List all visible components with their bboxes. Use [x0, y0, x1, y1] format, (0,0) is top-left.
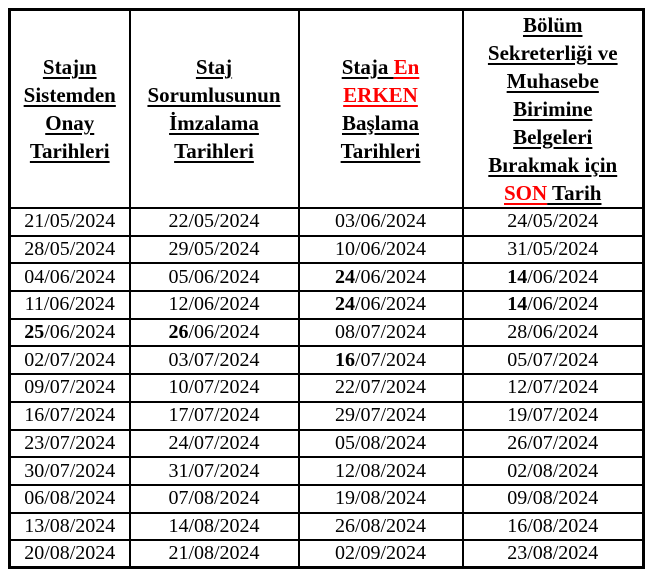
date-cell-system-approval-dates: 06/08/2024: [10, 485, 130, 513]
date-cell-supervisor-signing-dates: 03/07/2024: [130, 346, 299, 374]
header-text: İmzalama: [169, 111, 259, 135]
date-cell-supervisor-signing-dates: 26/06/2024: [130, 319, 299, 347]
date-cell-system-approval-dates: 23/07/2024: [10, 430, 130, 458]
table-row: [10, 430, 644, 458]
date-cell-document-submission-deadline: 02/08/2024: [463, 457, 644, 485]
date-cell-earliest-start-dates: 22/07/2024: [299, 374, 463, 402]
header-text: Muhasebe: [506, 69, 599, 93]
date-cell-supervisor-signing-dates: 05/06/2024: [130, 263, 299, 291]
header-text: Sorumlusunun: [147, 83, 281, 107]
header-text: Sekreterliği ve: [487, 41, 618, 65]
header-line: [464, 11, 643, 39]
date-cell-earliest-start-dates: 12/08/2024: [299, 457, 463, 485]
header-line: [11, 137, 129, 165]
date-bold-day: 14: [507, 293, 528, 316]
date-cell-system-approval-dates: 09/07/2024: [10, 374, 130, 402]
table-row: [10, 374, 644, 402]
table-row: [10, 291, 644, 319]
header-line: [464, 95, 643, 123]
header-text: Birimine: [513, 97, 593, 121]
date-cell-supervisor-signing-dates: 17/07/2024: [130, 402, 299, 430]
date-cell-supervisor-signing-dates: 21/08/2024: [130, 540, 299, 568]
date-cell-system-approval-dates: 28/05/2024: [10, 236, 130, 264]
header-text: Onay: [45, 111, 95, 135]
internship-dates-table: [8, 8, 645, 569]
date-cell-document-submission-deadline: 14/06/2024: [463, 263, 644, 291]
date-cell-supervisor-signing-dates: 07/08/2024: [130, 485, 299, 513]
date-cell-document-submission-deadline: 09/08/2024: [463, 485, 644, 513]
table-row: [10, 319, 644, 347]
table-body: [10, 208, 644, 568]
date-bold-day: 16: [334, 348, 355, 371]
column-header-supervisor-signing-dates: [130, 10, 299, 209]
header-line: [464, 67, 643, 95]
header-text: Stajın: [42, 55, 97, 79]
column-header-system-approval-dates: [10, 10, 130, 209]
header-line: [300, 109, 462, 137]
date-cell-earliest-start-dates: 29/07/2024: [299, 402, 463, 430]
header-text: Tarihleri: [174, 139, 254, 163]
table-row: [10, 263, 644, 291]
header-text-red: En: [393, 55, 420, 79]
date-cell-earliest-start-dates: 03/06/2024: [299, 208, 463, 236]
date-cell-supervisor-signing-dates: 12/06/2024: [130, 291, 299, 319]
date-cell-document-submission-deadline: 05/07/2024: [463, 346, 644, 374]
table-row: [10, 208, 644, 236]
table-row: [10, 513, 644, 541]
date-cell-earliest-start-dates: 26/08/2024: [299, 513, 463, 541]
date-bold-day: 24: [334, 293, 355, 316]
date-cell-document-submission-deadline: 16/08/2024: [463, 513, 644, 541]
table-row: [10, 457, 644, 485]
header-line: [131, 109, 298, 137]
header-line: [300, 137, 462, 165]
date-cell-supervisor-signing-dates: 14/08/2024: [130, 513, 299, 541]
header-line: [464, 123, 643, 151]
header-line: [464, 151, 643, 179]
date-bold-day: 14: [507, 265, 528, 288]
date-cell-document-submission-deadline: 23/08/2024: [463, 540, 644, 568]
date-cell-earliest-start-dates: 05/08/2024: [299, 430, 463, 458]
date-cell-system-approval-dates: 02/07/2024: [10, 346, 130, 374]
header-text: Tarihleri: [29, 139, 110, 163]
header-text: Başlama: [341, 111, 419, 135]
header-text-red: SON: [504, 181, 548, 205]
table-row: [10, 485, 644, 513]
table-header: [10, 10, 644, 209]
date-cell-document-submission-deadline: 19/07/2024: [463, 402, 644, 430]
date-cell-document-submission-deadline: 12/07/2024: [463, 374, 644, 402]
date-cell-document-submission-deadline: 28/06/2024: [463, 319, 644, 347]
header-line: [464, 179, 643, 207]
header-text: Bölüm: [522, 13, 583, 37]
header-line: [464, 39, 643, 67]
header-text-red: ERKEN: [343, 83, 418, 107]
header-text: Belgeleri: [513, 125, 593, 149]
table-row: [10, 346, 644, 374]
header-text: Staja: [341, 55, 394, 79]
date-cell-supervisor-signing-dates: 31/07/2024: [130, 457, 299, 485]
header-line: [11, 53, 129, 81]
header-line: [11, 81, 129, 109]
header-text: Sistemden: [23, 83, 116, 107]
date-cell-earliest-start-dates: 10/06/2024: [299, 236, 463, 264]
date-cell-earliest-start-dates: 24/06/2024: [299, 291, 463, 319]
date-cell-supervisor-signing-dates: 22/05/2024: [130, 208, 299, 236]
header-line: [131, 137, 298, 165]
header-line: [11, 109, 129, 137]
table-row: [10, 540, 644, 568]
column-header-document-submission-deadline: [463, 10, 644, 209]
table-row: [10, 236, 644, 264]
header-line: [131, 53, 298, 81]
date-bold-day: 25: [24, 321, 45, 344]
date-cell-system-approval-dates: 11/06/2024: [10, 291, 130, 319]
header-line: [300, 81, 462, 109]
date-cell-earliest-start-dates: 02/09/2024: [299, 540, 463, 568]
header-text: Staj: [195, 55, 233, 79]
date-cell-earliest-start-dates: 24/06/2024: [299, 263, 463, 291]
date-cell-earliest-start-dates: 08/07/2024: [299, 319, 463, 347]
date-cell-system-approval-dates: 04/06/2024: [10, 263, 130, 291]
header-line: [300, 53, 462, 81]
date-cell-earliest-start-dates: 16/07/2024: [299, 346, 463, 374]
date-cell-document-submission-deadline: 31/05/2024: [463, 236, 644, 264]
date-cell-document-submission-deadline: 24/05/2024: [463, 208, 644, 236]
header-row: [10, 10, 644, 209]
header-text: Tarihleri: [340, 139, 421, 163]
date-cell-supervisor-signing-dates: 29/05/2024: [130, 236, 299, 264]
date-bold-day: 24: [334, 265, 355, 288]
date-cell-earliest-start-dates: 19/08/2024: [299, 485, 463, 513]
date-cell-system-approval-dates: 25/06/2024: [10, 319, 130, 347]
header-line: [131, 81, 298, 109]
table-row: [10, 402, 644, 430]
date-cell-system-approval-dates: 16/07/2024: [10, 402, 130, 430]
date-cell-document-submission-deadline: 14/06/2024: [463, 291, 644, 319]
header-text: Bırakmak için: [488, 153, 618, 177]
column-header-earliest-start-dates: [299, 10, 463, 209]
date-cell-supervisor-signing-dates: 24/07/2024: [130, 430, 299, 458]
date-bold-day: 26: [168, 321, 189, 344]
date-cell-system-approval-dates: 30/07/2024: [10, 457, 130, 485]
date-cell-system-approval-dates: 20/08/2024: [10, 540, 130, 568]
date-cell-system-approval-dates: 13/08/2024: [10, 513, 130, 541]
date-cell-system-approval-dates: 21/05/2024: [10, 208, 130, 236]
date-cell-supervisor-signing-dates: 10/07/2024: [130, 374, 299, 402]
date-cell-document-submission-deadline: 26/07/2024: [463, 430, 644, 458]
header-text: Tarih: [547, 181, 602, 205]
